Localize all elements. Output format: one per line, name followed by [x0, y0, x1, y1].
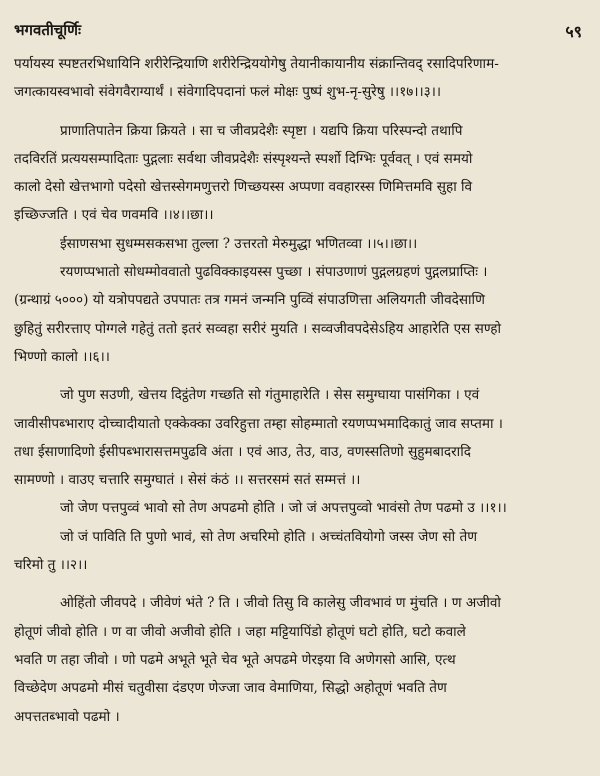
text-line: विच्छेदेण अपढमो मीसं चतुवीसा दंडएण णेज्जा जाव वेमाणिया, सिद्धो अहोतूणं भवति तेण: [14, 680, 447, 697]
text-line: तदविरतिं प्रत्ययसम्पादिताः पुद्गलाः सर्वथा जीवप्रदेशैः संस्पृश्यन्ते स्पर्शो दिग्भिः पूर्ववत् । एवं समयो: [14, 150, 473, 167]
text-line: जो जं पाविति ति पुणो भावं, सो तेण अचरिमो होति । अच्चंतवियोगो जस्स जेण सो तेण: [60, 528, 478, 545]
text-line: ओहिंतो जीवपदे । जीवेणं भंते ? ति । जीवो तिसु वि कालेसु जीवभावं ण मुंचति । ण अजीवो: [60, 595, 501, 612]
paragraph: [14, 230, 582, 258]
page-number: ५९: [565, 22, 582, 41]
text-line: जगत्कायस्वभावो संवेगवैराग्यार्थं । संवेगादिपदानां फलं मोक्षः पुष्पं शुभ-नृ-सुरेषु ।।१७।।३।।: [14, 84, 442, 101]
paragraph: [14, 117, 582, 230]
text-line: अपत्ततब्भावो पढमो ।: [14, 708, 120, 725]
paragraph: [14, 381, 582, 494]
paragraph: [14, 50, 582, 107]
text-line: भिण्णो कालो ।।६।।: [14, 348, 110, 365]
paragraph: [14, 258, 582, 371]
text-line: रयणप्पभातो सोधम्मोववातो पुढविक्काइयस्स पुच्छा । संपाउणाणं पुद्गलग्रहणं पुद्गलप्राप्तिः ।: [60, 264, 488, 281]
paragraph: [14, 494, 582, 579]
text-line: जावीसीपब्भाराए दोच्चादीयातो एक्केक्का उवरिहुत्ता तम्हा सोहम्मातो रयणप्पभमादिकातुं जाव सप्तमा ।: [14, 415, 503, 432]
text-line: (ग्रन्थाग्रं ५०००) यो यत्रोपपद्यते उपपातः तत्र गमनं जन्मनि पुव्विं संपाउणित्ता अलियगती जीवदेसाणि: [14, 292, 485, 309]
text-line: तधा ईसाणादिणो ईसीपब्भारासत्तमपुढवि अंता । एवं आउ, तेउ, वाउ, वणस्सतिणो सुहुमबादरादि: [14, 443, 471, 460]
text-line: चरिमो तु ।।२।।: [14, 557, 88, 574]
text-line: इच्छिज्जति । एवं चेव णवमवि ।।४।।छा।।: [14, 207, 214, 224]
text-line: प्राणातिपातेन क्रिया क्रियते । सा च जीवप्रदेशैः स्पृष्टा । यद्यपि क्रिया परिस्पन्दो तथापि: [60, 122, 463, 139]
page-body: [14, 50, 582, 731]
text-line: पर्यायस्य स्पष्टतरभिधायिनि शरीरेन्द्रियाणि शरीरेन्द्रिययोगेषु तेयानीकायानीय संक्रान्तिवद् रसादिपरिणाम-: [14, 56, 499, 72]
paragraph: [14, 589, 582, 730]
text-line: होतूणं जीवो होति । ण वा जीवो अजीवो होति । जहा मट्टियापिंडो होतूणं घटो होति, घटो कवाले: [14, 623, 466, 640]
text-line: सामण्णो । वाउए चत्तारि समुग्घातं । सेसं कंठं ।। सत्तरसमं सतं सम्मत्तं ।।: [14, 472, 361, 489]
page-header: [14, 20, 582, 44]
book-title: भगवतीचूर्णिः: [14, 21, 82, 39]
text-line: ईसाणसभा सुधम्मसकसभा तुल्ला ? उत्तरतो मेरुमुद्धा भणितव्वा ।।५।।छा।।: [60, 235, 418, 252]
text-line: कालो देसो खेत्तभागो पदेसो खेत्तस्सेगमणुत्तरो णिच्छयस्स अप्पणा ववहारस्स णिमित्तमवि सुहा वि: [14, 179, 473, 196]
text-line: छुहितुं सरीरत्ताए पोग्गले गहेतुं ततो इतरं सव्वहा सरीरं मुयति । सव्वजीवपदेसेऽहिय आहारेति एस सण्हो: [14, 320, 502, 337]
text-line: भवति ण तहा जीवो । णो पढमे अभूते भूते चेव भूते अपढमे णेरइया वि अणेगसो आसि, एत्थ: [14, 651, 456, 668]
text-line: जो पुण सउणी, खेत्तय दिट्ठंतेण गच्छति सो गंतुमाहारेति । सेस समुग्घाया पासंगिका । एवं: [60, 387, 480, 404]
text-line: जो जेण पत्तपुव्वं भावो सो तेण अपढमो होति । जो जं अपत्तपुव्वो भावंसो तेण पढमो उ ।।१।।: [60, 500, 507, 517]
